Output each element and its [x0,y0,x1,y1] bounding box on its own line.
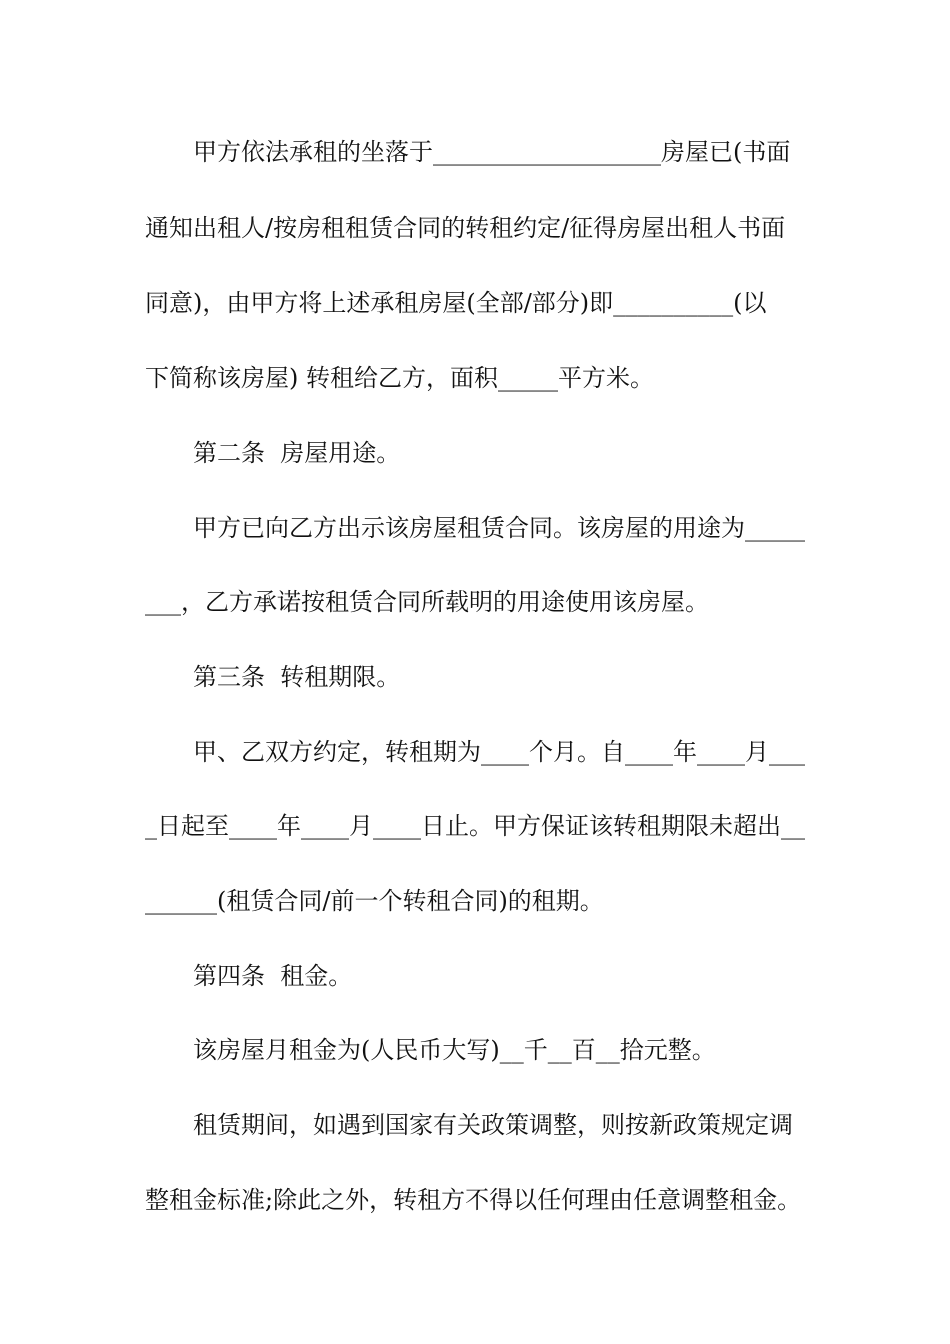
text-line-7: ___，乙方承诺按租赁合同所载明的用途使用该房屋。 [145,588,709,616]
text-line-14: 租赁期间，如遇到国家有关政策调整，则按新政策规定调 [193,1111,793,1139]
text-line-1: 甲方依法承租的坐落于___________________房屋已(书面 [193,138,791,166]
section-heading-4: 第四条 租金。 [193,962,353,990]
text-line-4: 下简称该房屋) 转租给乙方，面积_____平方米。 [145,364,654,392]
text-line-11: ______(租赁合同/前一个转租合同)的租期。 [145,887,604,915]
section-heading-3: 第三条 转租期限。 [193,663,401,691]
text-line-9: 甲、乙双方约定，转租期为____个月。自____年____月___ [193,738,805,766]
text-line-6: 甲方已向乙方出示该房屋租赁合同。该房屋的用途为_____ [193,514,805,542]
text-line-2: 通知出租人/按房租租赁合同的转租约定/征得房屋出租人书面 [145,214,786,242]
text-line-15: 整租金标准;除此之外，转租方不得以任何理由任意调整租金。 [145,1186,802,1214]
text-line-13: 该房屋月租金为(人民币大写)__千__百__拾元整。 [193,1036,716,1064]
section-heading-2: 第二条 房屋用途。 [193,439,401,467]
text-line-10: _日起至____年____月____日止。甲方保证该转租期限未超出__ [145,812,805,840]
text-line-3: 同意)，由甲方将上述承租房屋(全部/部分)即__________(以 [145,289,767,317]
